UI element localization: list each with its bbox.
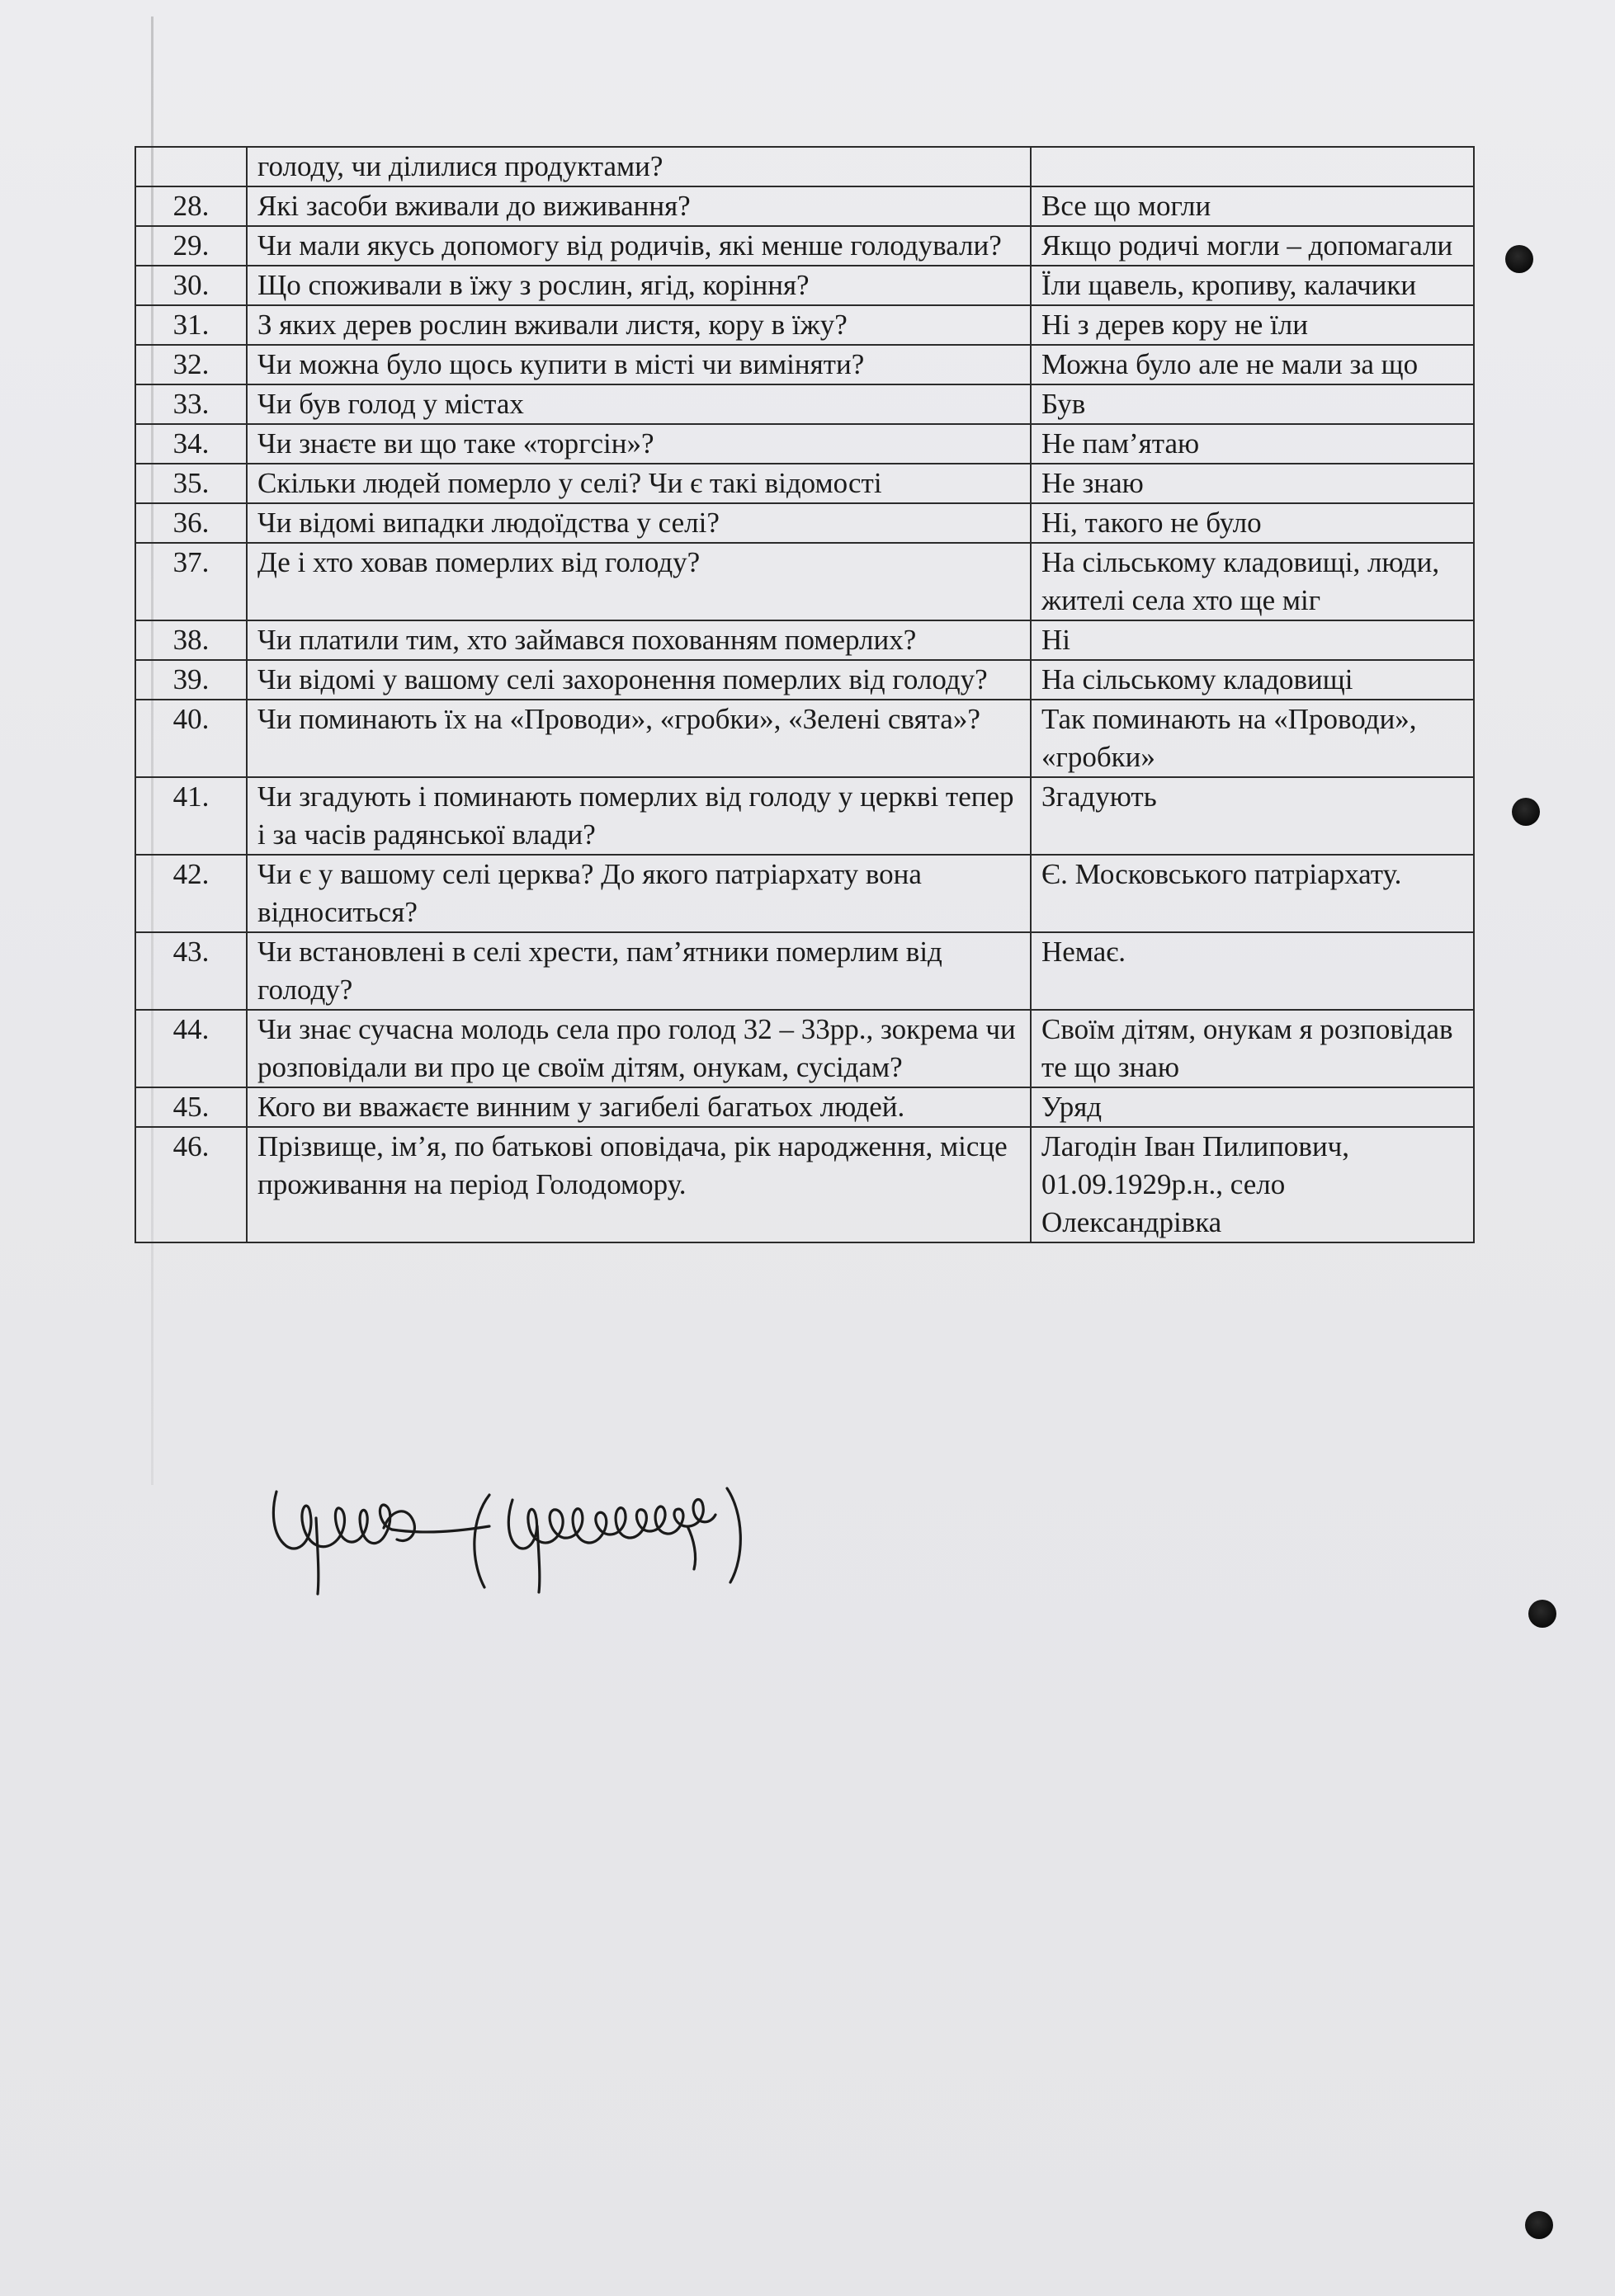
row-number: 37.: [135, 543, 247, 620]
question-text: Чи згадують і поминають померлих від голоду у церкві тепер і за часів радянської влади?: [247, 777, 1031, 855]
table-row: [135, 932, 1474, 1010]
question-text: Чи можна було щось купити в місті чи виміняти?: [247, 345, 1031, 384]
answer-text: Ні: [1031, 620, 1474, 660]
punch-hole: [1512, 798, 1540, 826]
answer-text: Лагодін Іван Пилипович, 01.09.1929р.н., село Олександрівка: [1031, 1127, 1474, 1242]
row-number: [135, 147, 247, 186]
table-row: [135, 305, 1474, 345]
question-text: Прізвище, ім’я, по батькові оповідача, рік народження, місце проживання на період Голодомору.: [247, 1127, 1031, 1242]
punch-hole: [1505, 245, 1533, 273]
row-number: 34.: [135, 424, 247, 464]
answer-text: Все що могли: [1031, 186, 1474, 226]
table-row: [135, 1127, 1474, 1242]
question-text: Чи платили тим, хто займався похованням померлих?: [247, 620, 1031, 660]
row-number: 38.: [135, 620, 247, 660]
question-text: Чи відомі у вашому селі захоронення померлих від голоду?: [247, 660, 1031, 700]
question-text: Скільки людей померло у селі? Чи є такі відомості: [247, 464, 1031, 503]
answer-text: Своїм дітям, онукам я розповідав те що знаю: [1031, 1010, 1474, 1087]
table-row: [135, 777, 1474, 855]
answer-text: Немає.: [1031, 932, 1474, 1010]
table-row: [135, 660, 1474, 700]
question-text: Чи поминають їх на «Проводи», «гробки», «Зелені свята»?: [247, 700, 1031, 777]
table-row: [135, 620, 1474, 660]
question-text: Де і хто ховав померлих від голоду?: [247, 543, 1031, 620]
row-number: 41.: [135, 777, 247, 855]
table-row: [135, 384, 1474, 424]
table-row: [135, 543, 1474, 620]
table-row: [135, 424, 1474, 464]
table-row: [135, 1010, 1474, 1087]
table-row: [135, 503, 1474, 543]
answer-text: Не знаю: [1031, 464, 1474, 503]
answer-text: Якщо родичі могли – допомагали: [1031, 226, 1474, 266]
row-number: 33.: [135, 384, 247, 424]
answer-text: Можна було але не мали за що: [1031, 345, 1474, 384]
row-number: 29.: [135, 226, 247, 266]
answer-text: Не пам’ятаю: [1031, 424, 1474, 464]
question-text: Чи встановлені в селі хрести, пам’ятники померлим від голоду?: [247, 932, 1031, 1010]
question-text: Що споживали в їжу з рослин, ягід, коріння?: [247, 266, 1031, 305]
answer-text: На сільському кладовищі: [1031, 660, 1474, 700]
row-number: 43.: [135, 932, 247, 1010]
answer-text: Ні, такого не було: [1031, 503, 1474, 543]
question-text: Чи знаєте ви що таке «торгсін»?: [247, 424, 1031, 464]
table-row: [135, 464, 1474, 503]
table-row: [135, 855, 1474, 932]
answer-text: На сільському кладовищі, люди, жителі села хто ще міг: [1031, 543, 1474, 620]
question-text: Кого ви вважаєте винним у загибелі багатьох людей.: [247, 1087, 1031, 1127]
row-number: 44.: [135, 1010, 247, 1087]
question-text: Чи є у вашому селі церква? До якого патріархату вона відноситься?: [247, 855, 1031, 932]
table-row: [135, 1087, 1474, 1127]
row-number: 36.: [135, 503, 247, 543]
row-number: 40.: [135, 700, 247, 777]
table-row: [135, 186, 1474, 226]
answer-text: Уряд: [1031, 1087, 1474, 1127]
row-number: 35.: [135, 464, 247, 503]
punch-hole: [1528, 1600, 1556, 1628]
table-row: [135, 266, 1474, 305]
row-number: 42.: [135, 855, 247, 932]
question-text: Які засоби вживали до виживання?: [247, 186, 1031, 226]
row-number: 45.: [135, 1087, 247, 1127]
question-text: Чи був голод у містах: [247, 384, 1031, 424]
question-text: Чи відомі випадки людоїдства у селі?: [247, 503, 1031, 543]
row-number: 46.: [135, 1127, 247, 1242]
answer-text: Їли щавель, кропиву, калачики: [1031, 266, 1474, 305]
questionnaire-table: [135, 146, 1475, 1243]
handwritten-signature: [268, 1477, 821, 1601]
table-row: [135, 700, 1474, 777]
question-text: голоду, чи ділилися продуктами?: [247, 147, 1031, 186]
row-number: 30.: [135, 266, 247, 305]
questionnaire-table-body: [135, 147, 1474, 1242]
punch-hole: [1525, 2211, 1553, 2239]
question-text: Чи знає сучасна молодь села про голод 32 – 33рр., зокрема чи розповідали ви про це своїм дітям, онукам, сусідам?: [247, 1010, 1031, 1087]
answer-text: Ні з дерев кору не їли: [1031, 305, 1474, 345]
answer-text: Згадують: [1031, 777, 1474, 855]
table-row: [135, 345, 1474, 384]
row-number: 31.: [135, 305, 247, 345]
table-row: [135, 226, 1474, 266]
question-text: Чи мали якусь допомогу від родичів, які менше голодували?: [247, 226, 1031, 266]
answer-text: [1031, 147, 1474, 186]
row-number: 32.: [135, 345, 247, 384]
answer-text: Є. Московського патріархату.: [1031, 855, 1474, 932]
answer-text: Так поминають на «Проводи», «гробки»: [1031, 700, 1474, 777]
table-row: [135, 147, 1474, 186]
question-text: З яких дерев рослин вживали листя, кору в їжу?: [247, 305, 1031, 345]
answer-text: Був: [1031, 384, 1474, 424]
row-number: 28.: [135, 186, 247, 226]
row-number: 39.: [135, 660, 247, 700]
